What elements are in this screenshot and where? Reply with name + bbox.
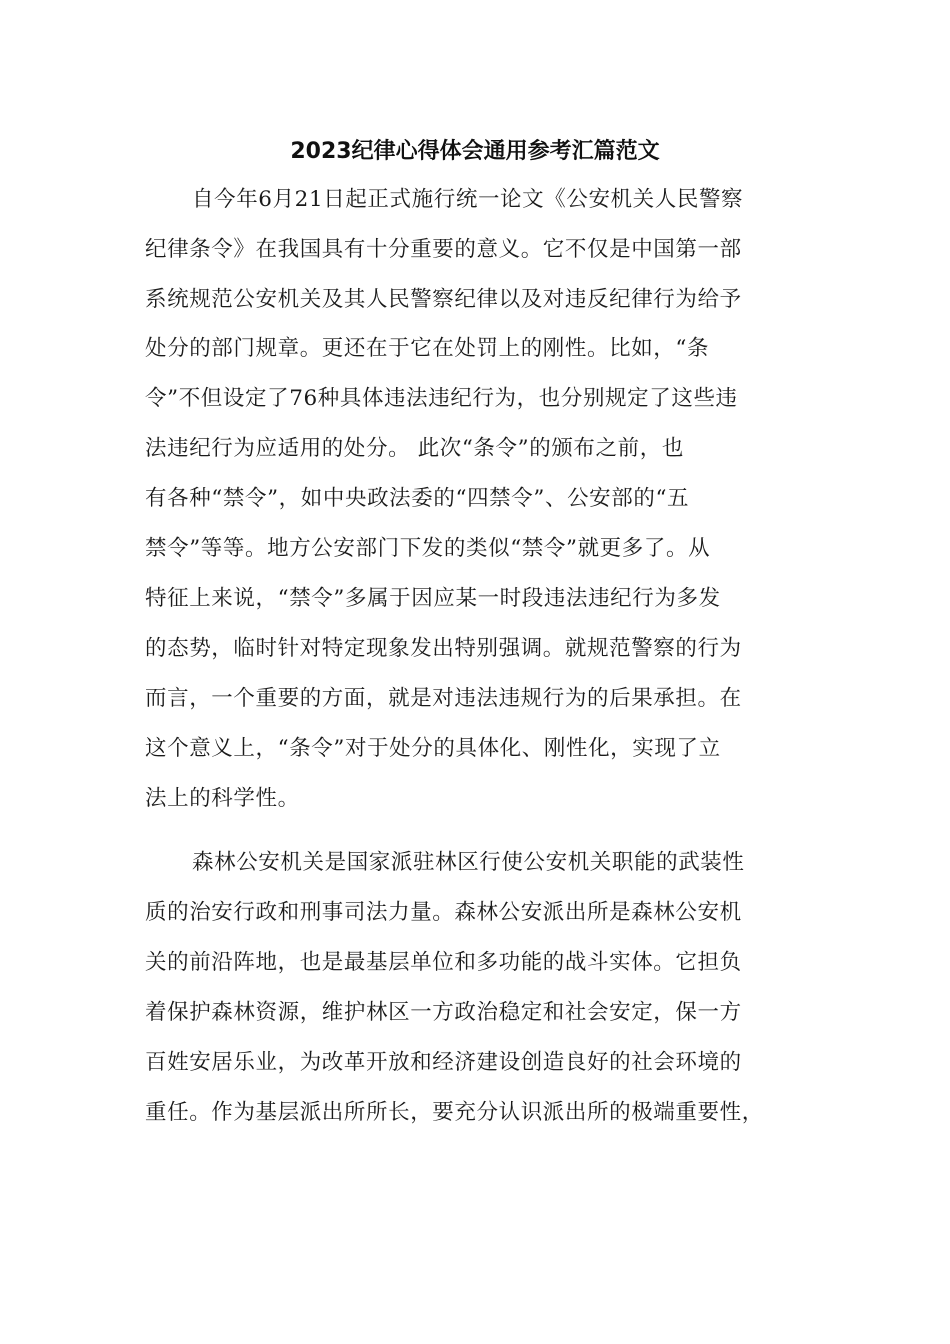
paragraph-line: 着保护森林资源，维护林区一方政治稳定和社会安定，保一方 [145,1000,742,1025]
paragraph-line: 关的前沿阵地，也是最基层单位和多功能的战斗实体。它担负 [145,950,742,975]
paragraph-line: 特征上来说，“禁令”多属于因应某一时段违法违纪行为多发 [145,586,721,611]
paragraph-line: 纪律条令》在我国具有十分重要的意义。它不仅是中国第一部 [145,237,742,262]
paragraph-line: 的态势，临时针对特定现象发出特别强调。就规范警察的行为 [145,636,742,661]
paragraph-line: 处分的部门规章。更还在于它在处罚上的刚性。比如，“条 [145,336,710,361]
document-title: 2023纪律心得体会通用参考汇篇范文 [290,139,660,164]
paragraph-line: 这个意义上，“条令”对于处分的具体化、刚性化，实现了立 [145,736,721,761]
paragraph-line: 有各种“禁令”，如中央政法委的“四禁令”、公安部的“五 [145,486,690,511]
paragraph-line: 系统规范公安机关及其人民警察纪律以及对违反纪律行为给予 [145,287,742,312]
paragraph-line: 自今年6月21日起正式施行统一论文《公安机关人民警察 [192,187,744,212]
paragraph-line: 令”不但设定了76种具体违法违纪行为，也分别规定了这些违 [145,386,738,411]
paragraph-line: 而言，一个重要的方面，就是对违法违规行为的后果承担。在 [145,686,742,711]
paragraph-line: 禁令”等等。地方公安部门下发的类似“禁令”就更多了。从 [145,536,711,561]
paragraph-line: 法违纪行为应适用的处分。 此次“条令”的颁布之前，也 [145,436,684,461]
paragraph-line: 质的治安行政和刑事司法力量。森林公安派出所是森林公安机 [145,900,742,925]
paragraph-line: 百姓安居乐业，为改革开放和经济建设创造良好的社会环境的 [145,1050,742,1075]
paragraph-line: 法上的科学性。 [145,786,300,811]
paragraph-line: 重任。作为基层派出所所长，要充分认识派出所的极端重要性， [145,1100,764,1125]
paragraph-line: 森林公安机关是国家派驻林区行使公安机关职能的武装性 [192,850,745,875]
